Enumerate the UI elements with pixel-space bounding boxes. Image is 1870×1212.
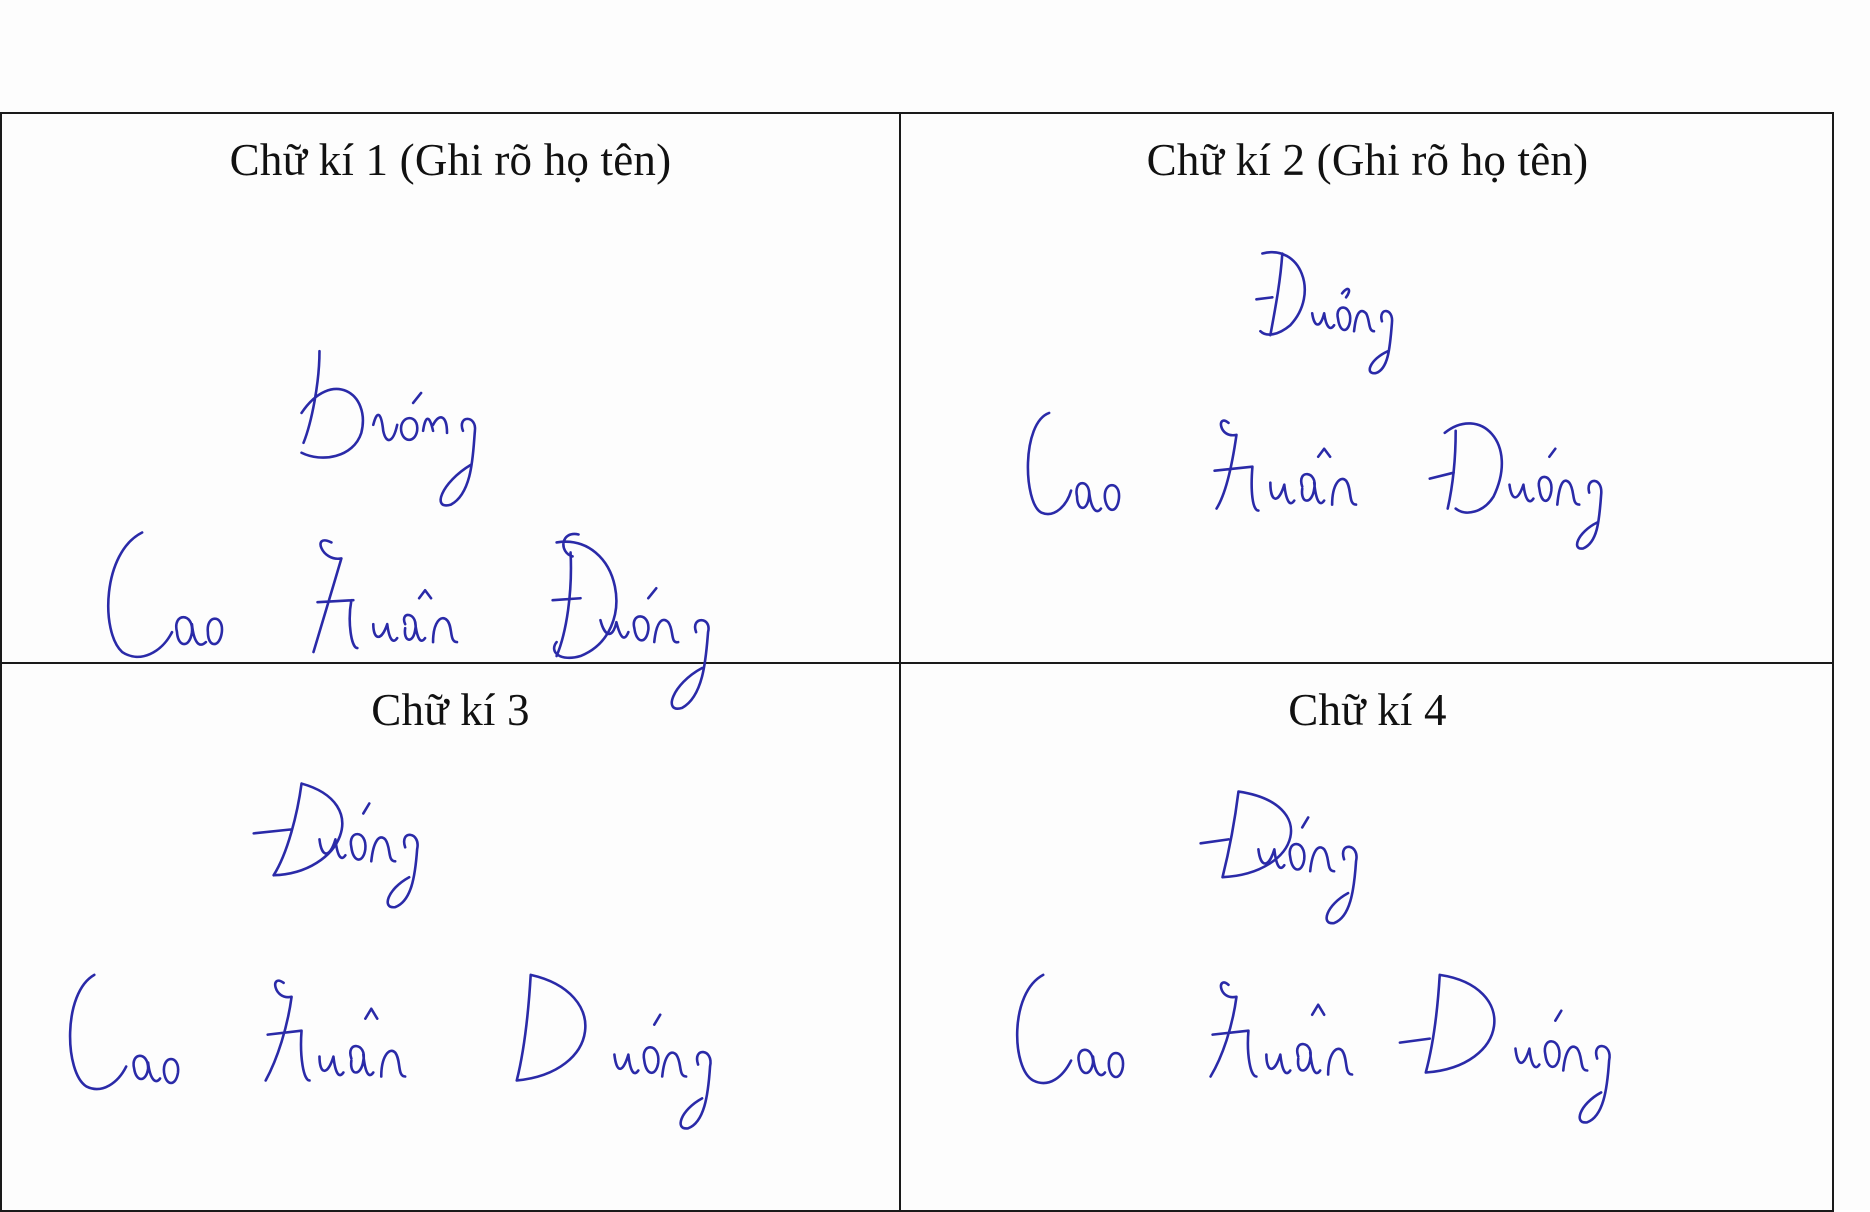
signature-table bbox=[0, 112, 1834, 1210]
signature-cell-3 bbox=[0, 664, 899, 1212]
signature-cell-1 bbox=[0, 114, 899, 664]
handwritten-signature-4 bbox=[901, 664, 1834, 1210]
signature-cell-4 bbox=[899, 664, 1834, 1212]
signature-cell-2 bbox=[899, 114, 1834, 664]
cell-title-3: Chữ kí 3 bbox=[371, 685, 530, 735]
handwritten-signature-3 bbox=[2, 664, 899, 1210]
cell-title-4: Chữ kí 4 bbox=[1288, 685, 1447, 735]
handwritten-signature-1 bbox=[2, 114, 899, 662]
handwritten-signature-2 bbox=[901, 114, 1834, 662]
cell-title-2: Chữ kí 2 (Ghi rõ họ tên) bbox=[1146, 135, 1589, 185]
cell-title-1: Chữ kí 1 (Ghi rõ họ tên) bbox=[229, 135, 672, 185]
